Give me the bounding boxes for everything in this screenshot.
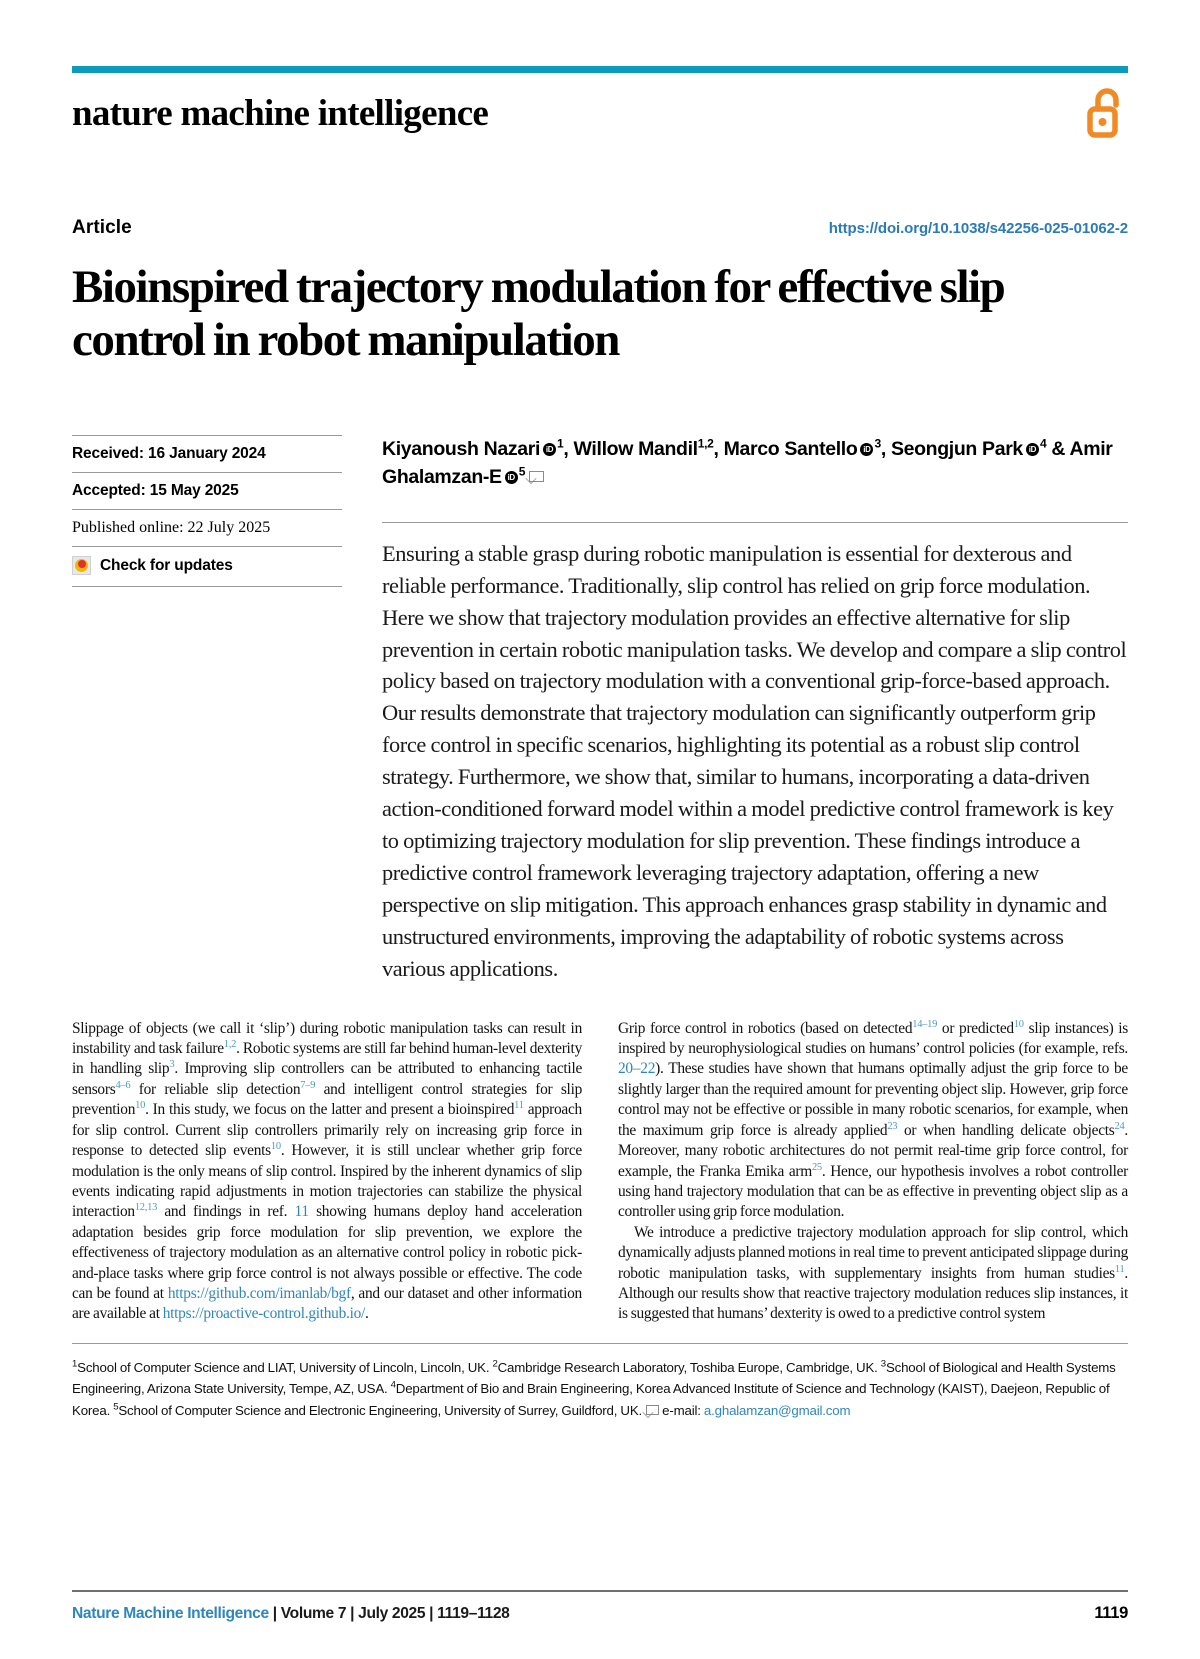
text-run: or predicted [937, 1019, 1014, 1037]
orcid-icon[interactable] [1026, 443, 1039, 456]
citation-superscript[interactable]: 5 [113, 1401, 119, 1413]
inline-link[interactable]: https://github.com/imanlab/bgf [167, 1284, 351, 1302]
text-run: . Improving slip controllers can be attributed to enhancing tactile sensors [72, 1060, 583, 1098]
paragraph [72, 1019, 582, 1325]
text-run: and intelligent control strategies for slip prevention [72, 1080, 582, 1119]
citation-superscript[interactable]: 2 [492, 1358, 498, 1370]
citation-superscript[interactable]: 4–6 [115, 1079, 131, 1091]
text-run: School of Biological and Health Systems Engineering, Arizona State University, Tempe, AZ, USA. [72, 1359, 1116, 1397]
check-for-updates[interactable] [72, 546, 342, 587]
text-run: . Hence, our hypothesis involves a robot controller using hand trajectory modulation that can be as effective in preventing object slip as a controller using grip force modulation. [618, 1162, 1129, 1221]
masthead [72, 73, 1128, 159]
citation-superscript[interactable]: 14–19 [912, 1018, 938, 1030]
article-meta-row [72, 217, 1128, 239]
abstract-text: Ensuring a stable grasp during robotic manipulation is essential for dexterous and reliable performance. Traditionally, slip control has relied on grip force modulation. Here we show that trajectory modulation provides an effective alternative for slip prevention in certain robotic manipulation tasks. We develop and compare a slip control policy based on trajectory modulation with a conventional grip-force-based approach. Our results demonstrate that trajectory modulation can significantly outperform grip force control in specific scenarios, highlighting its potential as a robust slip control strategy. Furthermore, we show that, similar to humans, incorporating a data-driven action-conditioned forward model within a model predictive control framework is key to optimizing trajectory modulation for slip prevention. These findings introduce a predictive control framework leveraging trajectory adaptation, offering a new perspective on slip mitigation. This approach enhances grasp stability in dynamic and unstructured environments, improving the adaptability of robotic systems across various applications. [382, 540, 1127, 981]
citation-superscript[interactable]: 1 [72, 1358, 78, 1370]
open-access-lock-icon [1084, 87, 1128, 139]
authors-and-abstract [382, 435, 1128, 984]
abstract-divider [382, 522, 1128, 985]
citation-superscript[interactable]: 4 [390, 1379, 396, 1391]
text-run: and findings in ref. [157, 1203, 295, 1221]
footer-citation [72, 1605, 510, 1623]
author-list: Kiyanoush Nazari iD $^1$, Willow Mandil$^{1,2}$, Marco Santello iD $^3$, Seongjun ParkiD $^4$ & Amir Ghalamzan-E iD $^5$ [382, 435, 1128, 492]
citation-superscript[interactable]: 10 [135, 1100, 146, 1112]
publication-dates-panel [72, 435, 382, 984]
corresponding-author-email-icon[interactable] [529, 471, 544, 482]
author-name[interactable]: Kiyanoush Nazari [382, 438, 541, 461]
check-for-updates-label: Check for updates [100, 556, 233, 574]
text-run: , and our dataset and other information are available at [72, 1284, 582, 1323]
text-run: Cambridge Research Laboratory, Toshiba Europe, Cambridge, UK. [497, 1359, 881, 1375]
citation-superscript[interactable]: 23 [887, 1120, 898, 1132]
citation-superscript[interactable]: 3 [880, 1358, 886, 1370]
page-number: 1119 [1094, 1604, 1128, 1622]
text-run: We introduce a predictive trajectory modulation approach for slip control, which dynamically adjusts planned motions in real time to prevent anticipated slippage during robotic manipulation tasks, with supplementary insights from human studies [618, 1223, 1128, 1282]
published-online-date: Published online: 22 July 2025 [72, 509, 342, 546]
meta-abstract-section [72, 435, 1128, 984]
page-footer [72, 1590, 1128, 1623]
citation-superscript[interactable]: 12,13 [134, 1202, 158, 1214]
inline-link[interactable]: https://proactive-control.github.io/ [162, 1305, 366, 1323]
paper-page [0, 66, 1200, 1659]
article-type-label: Article [72, 217, 132, 238]
footer-citation-rest: | Volume 7 | July 2025 | 1119–1128 [268, 1605, 510, 1622]
received-date: Received: 16 January 2024 [72, 435, 342, 472]
affiliation-superscript: 1 [557, 436, 564, 451]
citation-superscript[interactable]: 25 [811, 1161, 822, 1173]
text-run: Slippage of objects (we call it ‘slip’) during robotic manipulation tasks can result in instability and task failure [72, 1019, 582, 1058]
orcid-icon[interactable] [543, 443, 556, 456]
citation-superscript[interactable]: 7–9 [300, 1079, 316, 1091]
citation-superscript[interactable]: 3 [169, 1059, 175, 1071]
text-run: e-mail: [662, 1402, 704, 1418]
body-column-left [72, 1019, 582, 1325]
doi-link[interactable]: https://doi.org/10.1038/s42256-025-01062-2 [828, 220, 1128, 237]
affiliation-superscript: 4 [1039, 436, 1047, 451]
inline-link[interactable]: a.ghalamzan@gmail.com [703, 1402, 851, 1418]
orcid-icon[interactable] [860, 443, 873, 456]
paragraph [618, 1019, 1128, 1223]
text-run: Department of Bio and Brain Engineering, Korea Advanced Institute of Science and Technology (KAIST), Daejeon, Republic of Korea. [72, 1381, 1110, 1418]
citation-superscript[interactable]: 11 [1114, 1263, 1125, 1275]
orcid-icon[interactable] [505, 471, 518, 484]
text-run: approach for slip control. Current slip controllers primarily rely on increasing grip force in response to detected slip events [72, 1101, 582, 1160]
text-run: . Robotic systems are still far behind human-level dexterity in handling slip [72, 1040, 582, 1078]
citation-superscript[interactable]: 11 [514, 1100, 524, 1112]
affiliations-block [72, 1343, 1128, 1422]
text-run: . Although our results show that reactive trajectory modulation reduces slip instances, it is suggested that humans’ dexterity is owed to a predictive control system [618, 1264, 1128, 1323]
text-run: showing humans deploy hand acceleration adaptation besides grip force modulation for slip prevention, we explore the effectiveness of trajectory modulation as an alternative control policy in robotic pick-and-place tasks where grip force control is not always possible or effective. The code can be found at [72, 1203, 582, 1302]
citation-superscript[interactable]: 1,2 [223, 1038, 237, 1050]
text-run: . Moreover, many robotic architectures do not permit real-time grip force control, for example, the Franka Emika arm [618, 1121, 1128, 1180]
text-run: . [365, 1305, 369, 1323]
citation-superscript[interactable]: 10 [270, 1140, 281, 1152]
author-name[interactable]: Marco Santello [723, 438, 858, 461]
body-columns [72, 1019, 1128, 1325]
body-column-right [618, 1019, 1128, 1325]
inline-link[interactable]: 11 [294, 1203, 309, 1221]
affiliation-superscript: 5 [518, 464, 526, 479]
citation-superscript[interactable]: 10 [1013, 1018, 1024, 1030]
citation-superscript[interactable]: 24 [1114, 1120, 1125, 1132]
text-run: ). These studies have shown that humans optimally adjust the grip force to be slightly larger than the required amount for preventing object slip. However, grip force control may not be effective or possible in many robotic scenarios, for example, when the maximum grip force is already applied [618, 1060, 1128, 1139]
footer-divider [72, 1590, 1128, 1592]
text-run: . In this study, we focus on the latter and present a bioinspired [145, 1101, 515, 1119]
text-run: or when handling delicate objects [897, 1121, 1115, 1139]
text-run: School of Computer Science and Electronic Engineering, University of Surrey, Guildford, UK. [118, 1402, 646, 1418]
text-run: School of Computer Science and LIAT, University of Lincoln, Lincoln, UK. [77, 1359, 493, 1375]
author-name[interactable]: Willow Mandil [573, 438, 698, 461]
text-run: slip instances) is inspired by neurophysiological studies on humans’ control policies (for example, refs. [618, 1019, 1128, 1058]
masthead-accent-rule [72, 66, 1128, 73]
accepted-date: Accepted: 15 May 2025 [72, 472, 342, 509]
text-run: for reliable slip detection [130, 1080, 301, 1098]
affiliation-superscript: 3 [874, 436, 881, 451]
page-title: Bioinspired trajectory modulation for effective slip control in robot manipulation [72, 261, 1005, 367]
paragraph [618, 1223, 1128, 1325]
affiliation-superscript: 1,2 [697, 436, 714, 451]
journal-name: nature machine intelligence [72, 93, 489, 134]
inline-link[interactable]: 20–22 [618, 1060, 656, 1078]
crossmark-icon [72, 556, 91, 575]
author-name[interactable]: Seongjun Park [890, 438, 1023, 461]
text-run: . However, it is still unclear whether grip force modulation is the only means of slip control. Inspired by the inherent dynamics of slip events indicating rapid adjustments in motion trajectories can stabilize the physical interaction [72, 1142, 582, 1221]
email-icon [646, 1405, 659, 1415]
text-run: Grip force control in robotics (based on detected [618, 1019, 913, 1037]
footer-journal-name[interactable]: Nature Machine Intelligence [72, 1605, 269, 1622]
author-name[interactable]: Amir Ghalamzan-E [382, 438, 1113, 489]
